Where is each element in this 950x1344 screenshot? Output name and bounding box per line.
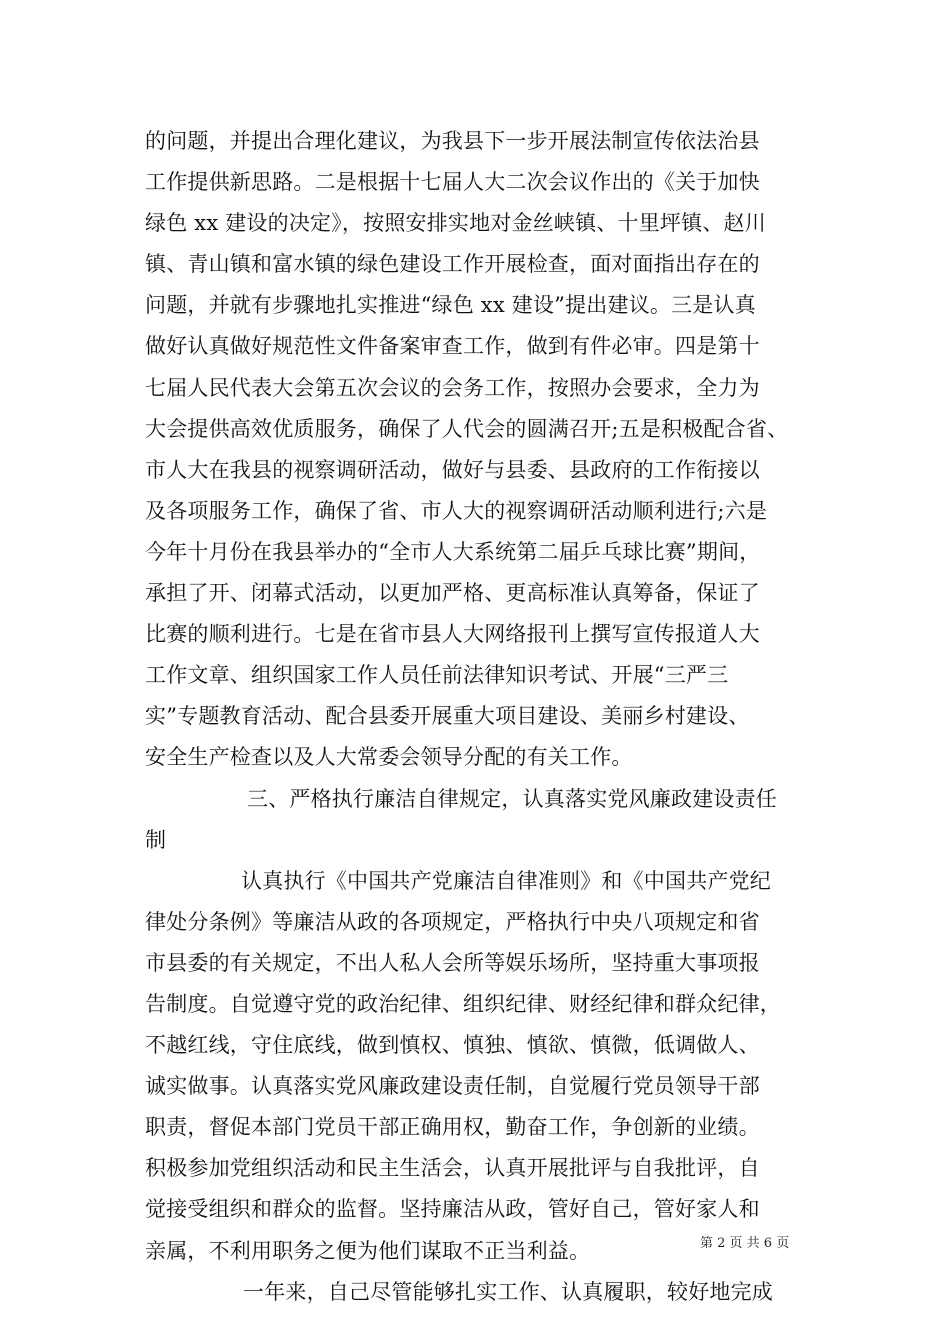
text-line: 的问题，并提出合理化建议，为我县下一步开展法制宣传依法治县 — [145, 129, 760, 153]
text-line: 告制度。自觉遵守党的政治纪律、组织纪律、财经纪律和群众纪律， — [145, 991, 781, 1016]
section-heading-continued: 制 — [145, 827, 167, 852]
text-line: 安全生产检查以及人大常委会领导分配的有关工作。 — [145, 745, 633, 770]
text-line: 觉接受组织和群众的监督。坚持廉洁从政，管好自己，管好家人和 — [145, 1197, 760, 1222]
page-number-footer: 第 2 页 共 6 页 — [700, 1236, 790, 1251]
text-line: 及各项服务工作，确保了省、市人大的视察调研活动顺利进行;六是 — [145, 498, 768, 523]
section-heading: 三、严格执行廉洁自律规定，认真落实党风廉政建设责任 — [247, 786, 777, 811]
text-line: 七届人民代表大会第五次会议的会务工作，按照办会要求，全力为 — [145, 375, 760, 400]
text-line: 职责，督促本部门党员干部正确用权，勤奋工作，争创新的业绩。 — [145, 1115, 760, 1140]
text-line: 工作提供新思路。二是根据十七届人大二次会议作出的《关于加快 — [145, 170, 760, 195]
text-line: 一年来，自己尽管能够扎实工作、认真履职，较好地完成 — [243, 1279, 773, 1304]
text-line: 市人大在我县的视察调研活动，做好与县委、县政府的工作衔接以 — [145, 457, 760, 482]
text-line: 问题，并就有步骤地扎实推进“绿色 xx 建设”提出建议。三是认真 — [145, 293, 756, 318]
text-line: 亲属，不利用职务之便为他们谋取不正当利益。 — [145, 1238, 591, 1263]
text-line: 大会提供高效优质服务，确保了人代会的圆满召开;五是积极配合省、 — [145, 416, 789, 441]
text-line: 镇、青山镇和富水镇的绿色建设工作开展检查，面对面指出存在的 — [145, 252, 760, 277]
text-line: 比赛的顺利进行。七是在省市县人大网络报刊上撰写宣传报道人大 — [145, 622, 760, 647]
text-line: 实”专题教育活动、配合县委开展重大项目建设、美丽乡村建设、 — [145, 704, 750, 729]
text-line: 律处分条例》等廉洁从政的各项规定，严格执行中央八项规定和省 — [145, 909, 760, 934]
text-line: 诚实做事。认真落实党风廉政建设责任制，自觉履行党员领导干部 — [145, 1074, 760, 1099]
text-line: 认真执行《中国共产党廉洁自律准则》和《中国共产党纪 — [241, 868, 771, 893]
text-line: 工作文章、组织国家工作人员任前法律知识考试、开展“三严三 — [145, 663, 729, 688]
text-line: 不越红线，守住底线，做到慎权、慎独、慎欲、慎微，低调做人、 — [145, 1033, 760, 1058]
text-line: 做好认真做好规范性文件备案审查工作，做到有件必审。四是第十 — [145, 334, 760, 359]
text-line: 承担了开、闭幕式活动，以更加严格、更高标准认真筹备，保证了 — [145, 581, 760, 606]
text-line: 积极参加党组织活动和民主生活会，认真开展批评与自我批评，自 — [145, 1156, 760, 1181]
body-text — [145, 121, 805, 1313]
text-line: 市县委的有关规定，不出人私人会所等娱乐场所，坚持重大事项报 — [145, 950, 760, 975]
text-line: 今年十月份在我县举办的“全市人大系统第二届乒乓球比赛”期间， — [145, 539, 761, 564]
text-line: 绿色 xx 建设的决定》，按照安排实地对金丝峡镇、十里坪镇、赵川 — [145, 211, 766, 236]
